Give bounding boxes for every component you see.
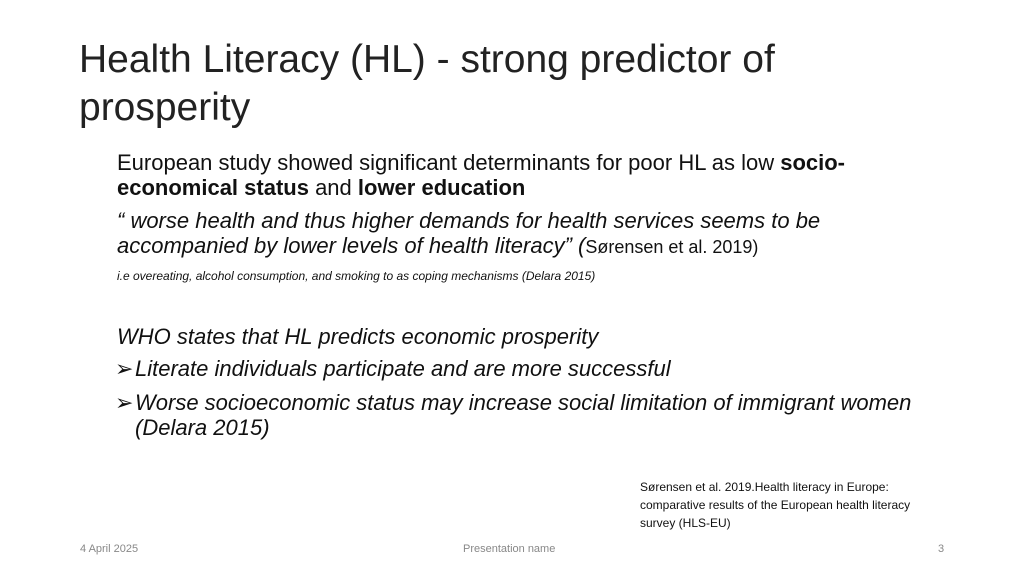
reference-note: Sørensen et al. 2019.Health literacy in Europe: comparative results of the European health literacy survey (HLS-EU) — [640, 480, 911, 530]
study-connector: and — [308, 175, 358, 200]
quote-citation: Sørensen et al. 2019) — [585, 237, 759, 257]
quote-text: “ worse health and thus higher demands for health services seems to be accompanied by lower levels of health literacy” ( — [117, 208, 821, 258]
paragraph-quote — [117, 208, 937, 260]
footer-date: 4 April 2025 — [80, 543, 139, 555]
bullet-item — [117, 390, 937, 440]
footer-page-number: 3 — [938, 543, 945, 555]
arrow-bullet-icon: ➢ — [115, 390, 134, 415]
note-text: i.e overeating, alcohol consumption, and smoking to as coping mechanisms (Delara 2015) — [117, 269, 596, 283]
arrow-bullet-icon: ➢ — [115, 356, 134, 381]
who-statement: WHO states that HL predicts economic prosperity — [117, 324, 599, 349]
bullet-item — [117, 356, 937, 381]
slide-title: Health Literacy (HL) - strong predictor of prosperity — [79, 38, 775, 129]
footer-presentation-name: Presentation name — [463, 543, 556, 555]
bullet-text: Worse socioeconomic status may increase social limitation of immigrant women (Delara 2015) — [135, 390, 912, 440]
slide-body — [117, 150, 937, 449]
paragraph-study — [117, 150, 937, 200]
bullet-text: Literate individuals participate and are more successful — [135, 356, 671, 381]
study-bold-education: lower education — [357, 175, 526, 200]
study-text: European study showed significant determinants for poor HL as low — [117, 150, 781, 175]
study-bold-status: socio-economical status — [117, 150, 846, 200]
